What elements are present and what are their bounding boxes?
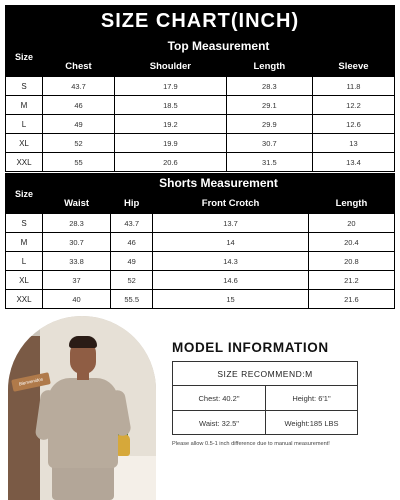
table-cell: 20 (309, 214, 394, 232)
table-cell: 28.3 (43, 214, 110, 232)
table-row (6, 96, 394, 114)
table-cell: 29.1 (227, 96, 312, 114)
table-cell: 55 (43, 153, 114, 171)
model-shirt (48, 378, 118, 468)
table-cell: 20.4 (309, 233, 394, 251)
shorts-section-title: Shorts Measurement (43, 174, 394, 192)
size-cell: M (6, 96, 42, 114)
table-cell: 40 (43, 290, 110, 308)
table-row (6, 290, 394, 308)
model-info-box (172, 361, 358, 435)
table-cell: 12.2 (313, 96, 394, 114)
size-cell: XXL (6, 290, 42, 308)
size-cell: L (6, 115, 42, 133)
table-cell: 20.8 (309, 252, 394, 270)
shorts-col-hip: Hip (111, 193, 152, 213)
top-measurement-table (5, 36, 395, 172)
table-row (6, 134, 394, 152)
info-row (173, 362, 357, 386)
table-cell: 19.2 (115, 115, 226, 133)
table-cell: 29.9 (227, 115, 312, 133)
top-col-sleeve: Sleeve (313, 56, 394, 76)
shorts-measurement-table (5, 173, 395, 309)
table-row (6, 153, 394, 171)
shorts-size-header: Size (6, 174, 42, 213)
table-cell: 18.5 (115, 96, 226, 114)
shorts-col-waist: Waist (43, 193, 110, 213)
size-recommend: SIZE RECOMMEND:M (217, 368, 313, 379)
top-col-chest: Chest (43, 56, 114, 76)
model-hair (69, 336, 97, 348)
table-cell: 28.3 (227, 77, 312, 95)
table-cell: 14.6 (153, 271, 308, 289)
top-col-shoulder: Shoulder (115, 56, 226, 76)
size-cell: L (6, 252, 42, 270)
table-cell: 19.9 (115, 134, 226, 152)
photo-sign-text: Bienvenidos (18, 376, 44, 387)
table-cell: 13.4 (313, 153, 394, 171)
measurement-note: Please allow 0.5-1 inch difference due to manual measurement! (172, 441, 330, 447)
info-row (173, 411, 357, 435)
table-cell: 12.6 (313, 115, 394, 133)
table-cell: 37 (43, 271, 110, 289)
table-row (6, 77, 394, 95)
model-shorts (52, 464, 114, 500)
table-cell: 46 (43, 96, 114, 114)
table-row (6, 271, 394, 289)
top-size-header: Size (6, 37, 42, 76)
table-cell: 11.8 (313, 77, 394, 95)
table-cell: 14.3 (153, 252, 308, 270)
table-cell: 21.6 (309, 290, 394, 308)
table-cell: 13.7 (153, 214, 308, 232)
table-cell: 43.7 (111, 214, 152, 232)
table-cell: 20.6 (115, 153, 226, 171)
table-cell: 30.7 (227, 134, 312, 152)
table-row (6, 115, 394, 133)
pineapple (116, 434, 130, 456)
top-section-title: Top Measurement (43, 37, 394, 55)
table-cell: 49 (111, 252, 152, 270)
shorts-col-front-crotch: Front Crotch (153, 193, 308, 213)
table-cell: 46 (111, 233, 152, 251)
table-cell: 31.5 (227, 153, 312, 171)
table-cell: 33.8 (43, 252, 110, 270)
table-row (6, 214, 394, 232)
size-cell: S (6, 214, 42, 232)
model-height: Height: 6'1" (265, 386, 357, 410)
table-cell: 49 (43, 115, 114, 133)
model-chest: Chest: 40.2" (198, 393, 240, 403)
table-cell: 43.7 (43, 77, 114, 95)
model-weight: Weight:185 LBS (265, 411, 357, 435)
table-cell: 17.9 (115, 77, 226, 95)
table-row (6, 233, 394, 251)
info-row (173, 386, 357, 411)
table-cell: 15 (153, 290, 308, 308)
size-cell: M (6, 233, 42, 251)
table-cell: 13 (313, 134, 394, 152)
size-cell: XXL (6, 153, 42, 171)
size-cell: XL (6, 134, 42, 152)
shorts-col-length: Length (309, 193, 394, 213)
size-cell: S (6, 77, 42, 95)
table-cell: 55.5 (111, 290, 152, 308)
table-cell: 21.2 (309, 271, 394, 289)
photo-wood-wall (8, 336, 40, 500)
table-cell: 14 (153, 233, 308, 251)
table-cell: 30.7 (43, 233, 110, 251)
size-cell: XL (6, 271, 42, 289)
table-cell: 52 (111, 271, 152, 289)
model-info-title: MODEL INFORMATION (172, 340, 329, 355)
size-chart-title: SIZE CHART(INCH) (5, 5, 395, 37)
model-photo (8, 316, 156, 500)
table-row (6, 252, 394, 270)
model-waist: Waist: 32.5" (199, 418, 239, 428)
table-cell: 52 (43, 134, 114, 152)
top-col-length: Length (227, 56, 312, 76)
